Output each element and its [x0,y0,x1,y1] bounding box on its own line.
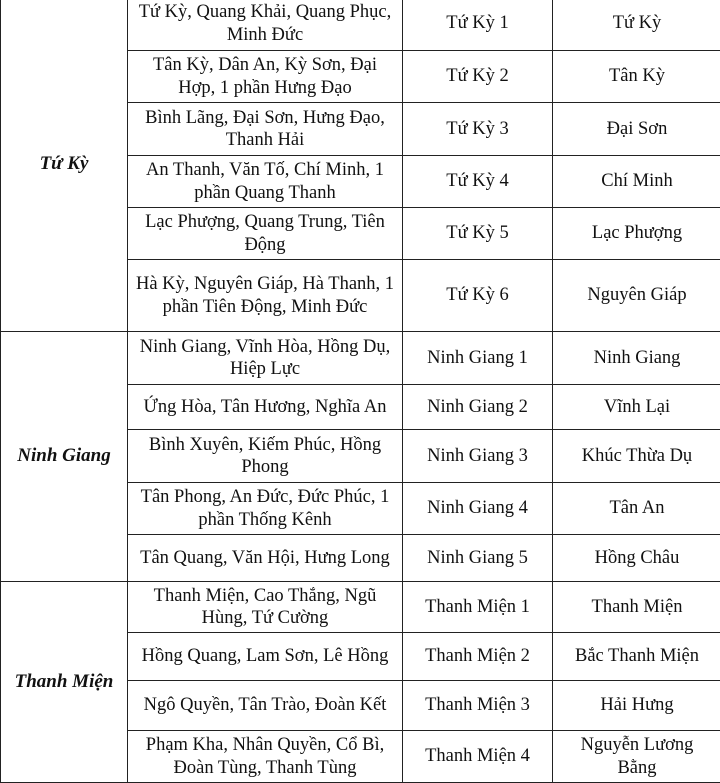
communes-cell: Thanh Miện, Cao Thắng, Ngũ Hùng, Tứ Cường [128,582,403,633]
district-name-cell: Thanh Miện [1,582,128,783]
communes-cell: Ngô Quyền, Tân Trào, Đoàn Kết [128,681,403,731]
communes-cell: Ninh Giang, Vĩnh Hòa, Hồng Dụ, Hiệp Lực [128,332,403,385]
new-name-cell: Chí Minh [553,156,720,208]
new-unit-cell: Tứ Kỳ 6 [403,260,553,332]
new-name-cell: Tứ Kỳ [553,0,720,51]
communes-cell: Hồng Quang, Lam Sơn, Lê Hồng [128,633,403,681]
new-unit-cell: Tứ Kỳ 5 [403,208,553,260]
new-name-cell: Khúc Thừa Dụ [553,430,720,483]
table-row [1,332,720,385]
communes-cell: An Thanh, Văn Tố, Chí Minh, 1 phần Quang Thanh [128,156,403,208]
new-name-cell: Tân Kỳ [553,51,720,103]
new-unit-cell: Tứ Kỳ 2 [403,51,553,103]
new-unit-cell: Tứ Kỳ 1 [403,0,553,51]
communes-cell: Tứ Kỳ, Quang Khải, Quang Phục, Minh Đức [128,0,403,51]
communes-cell: Hà Kỳ, Nguyên Giáp, Hà Thanh, 1 phần Tiên Động, Minh Đức [128,260,403,332]
new-name-cell: Thanh Miện [553,582,720,633]
communes-cell: Lạc Phượng, Quang Trung, Tiên Động [128,208,403,260]
communes-cell: Bình Xuyên, Kiếm Phúc, Hồng Phong [128,430,403,483]
new-unit-cell: Ninh Giang 4 [403,483,553,535]
communes-cell: Tân Quang, Văn Hội, Hưng Long [128,535,403,582]
new-name-cell: Đại Sơn [553,103,720,156]
new-name-cell: Nguyên Giáp [553,260,720,332]
communes-cell: Phạm Kha, Nhân Quyền, Cổ Bì, Đoàn Tùng, Thanh Tùng [128,731,403,783]
new-name-cell: Nguyễn Lương Bằng [553,731,720,783]
new-name-cell: Tân An [553,483,720,535]
new-unit-cell: Tứ Kỳ 3 [403,103,553,156]
communes-cell: Tân Phong, An Đức, Đức Phúc, 1 phần Thống Kênh [128,483,403,535]
communes-cell: Ứng Hòa, Tân Hương, Nghĩa An [128,385,403,430]
communes-cell: Bình Lãng, Đại Sơn, Hưng Đạo, Thanh Hải [128,103,403,156]
new-name-cell: Hải Hưng [553,681,720,731]
table-body [1,0,720,783]
table-row [1,0,720,51]
new-unit-cell: Ninh Giang 3 [403,430,553,483]
new-name-cell: Vĩnh Lại [553,385,720,430]
district-name-cell: Ninh Giang [1,332,128,582]
new-unit-cell: Thanh Miện 2 [403,633,553,681]
new-unit-cell: Thanh Miện 1 [403,582,553,633]
table-row [1,582,720,633]
new-unit-cell: Tứ Kỳ 4 [403,156,553,208]
new-name-cell: Lạc Phượng [553,208,720,260]
new-unit-cell: Ninh Giang 2 [403,385,553,430]
new-name-cell: Hồng Châu [553,535,720,582]
new-unit-cell: Thanh Miện 3 [403,681,553,731]
new-unit-cell: Ninh Giang 1 [403,332,553,385]
new-name-cell: Bắc Thanh Miện [553,633,720,681]
new-unit-cell: Ninh Giang 5 [403,535,553,582]
district-name-cell: Tứ Kỳ [1,0,128,332]
new-name-cell: Ninh Giang [553,332,720,385]
communes-cell: Tân Kỳ, Dân An, Kỳ Sơn, Đại Hợp, 1 phần Hưng Đạo [128,51,403,103]
new-unit-cell: Thanh Miện 4 [403,731,553,783]
